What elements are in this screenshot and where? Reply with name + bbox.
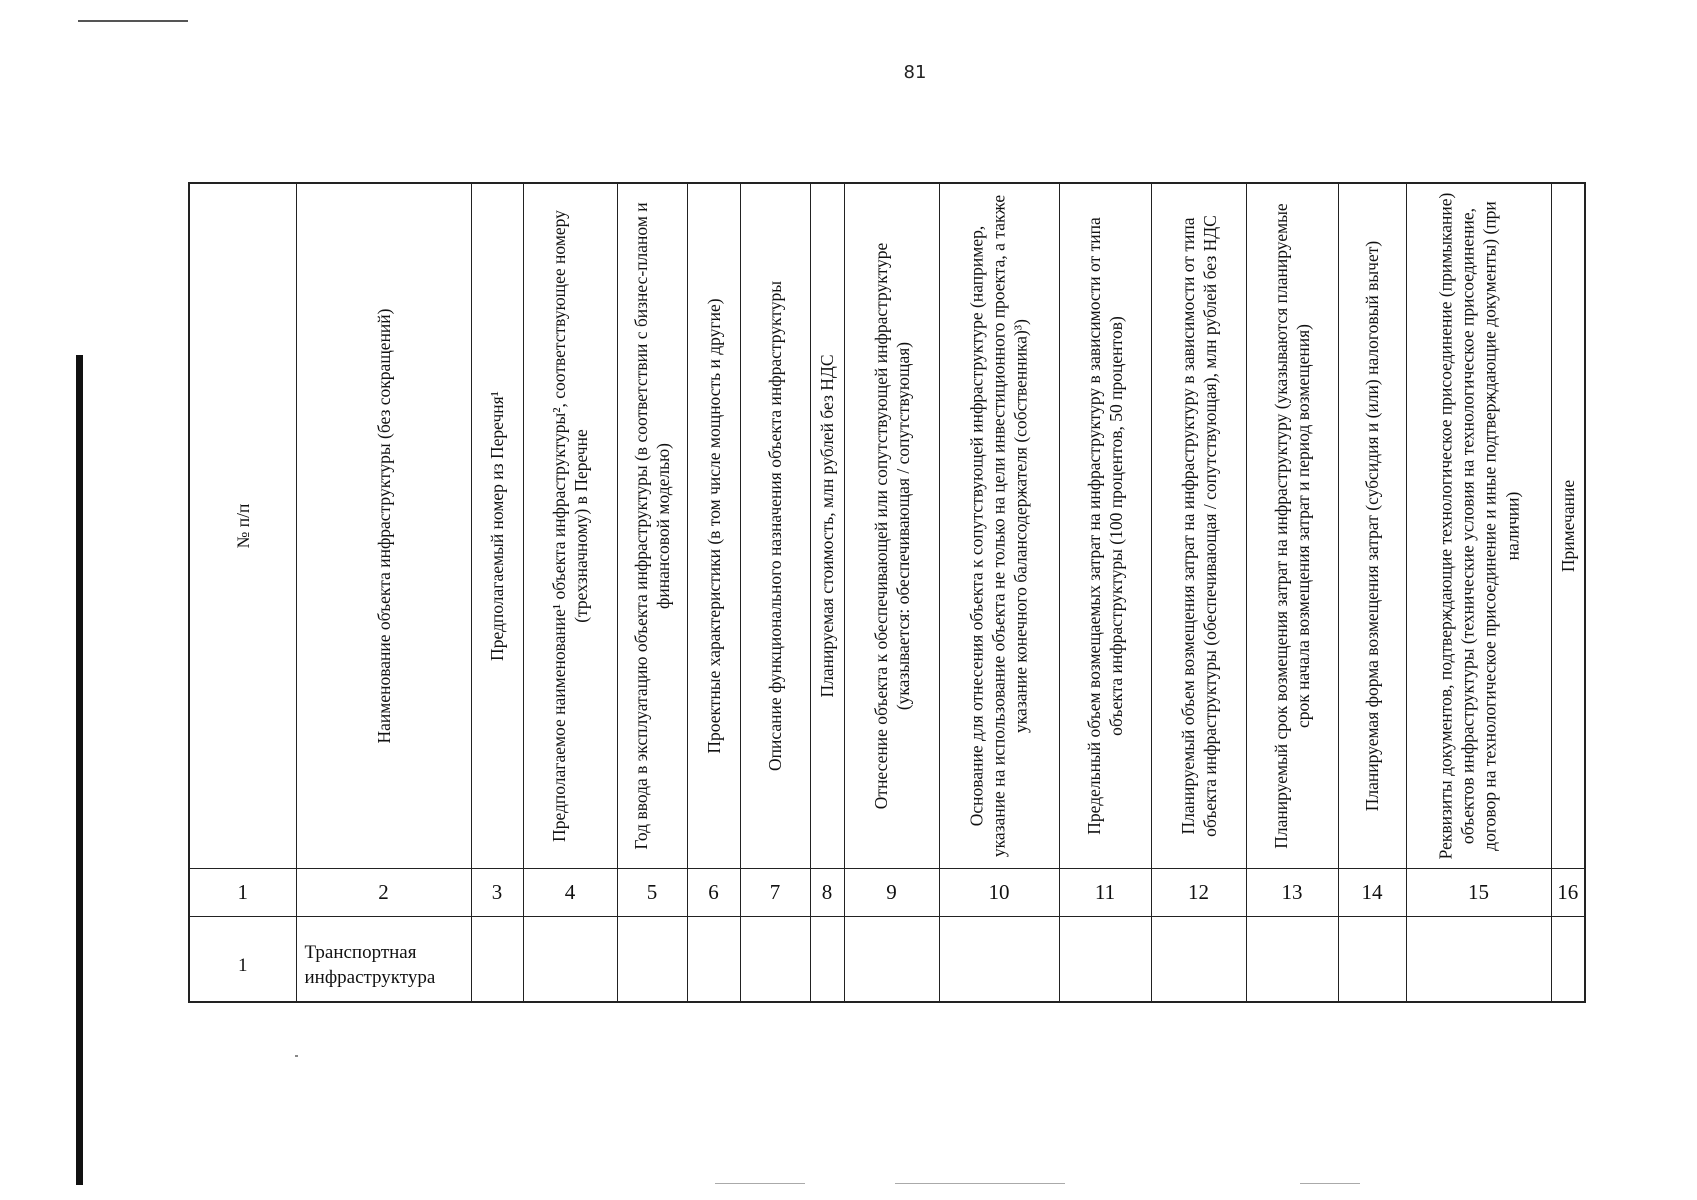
column-number: 12	[1151, 869, 1246, 917]
empty-cell	[471, 917, 523, 1003]
header-cell: Проектные характеристики (в том числе мощность и другие)	[687, 183, 740, 869]
empty-cell	[1338, 917, 1406, 1003]
page-number: 81	[903, 62, 927, 83]
header-cell: Примечание	[1551, 183, 1585, 869]
table-row	[189, 917, 1585, 1003]
column-number: 3	[471, 869, 523, 917]
column-number: 5	[617, 869, 687, 917]
empty-cell	[1059, 917, 1151, 1003]
header-cell: Предельный объем возмещаемых затрат на инфраструктуру в зависимости от типа объекта инфраструктуры (100 процентов, 50 процентов)	[1059, 183, 1151, 869]
empty-cell	[844, 917, 939, 1003]
header-row	[189, 183, 1585, 869]
column-number: 2	[296, 869, 471, 917]
column-number: 9	[844, 869, 939, 917]
header-cell: Описание функционального назначения объекта инфраструктуры	[740, 183, 810, 869]
row-number: 1	[189, 917, 296, 1003]
header-cell: Основание для отнесения объекта к сопутствующей инфраструктуре (например, указание на использование объекта не только на цели инвестиционного проекта, а также указание конечного балансодержателя (собственника)³)	[939, 183, 1059, 869]
column-number: 1	[189, 869, 296, 917]
infrastructure-table	[188, 182, 1586, 1003]
header-cell: Планируемая стоимость, млн рублей без НДС	[810, 183, 844, 869]
scan-artifact-bar	[76, 355, 83, 1185]
column-number: 8	[810, 869, 844, 917]
scan-artifact-dot	[295, 1055, 298, 1057]
column-number-row	[189, 869, 1585, 917]
empty-cell	[687, 917, 740, 1003]
header-cell: Предполагаемый номер из Перечня¹	[471, 183, 523, 869]
scan-artifact-line	[78, 20, 188, 22]
empty-cell	[523, 917, 617, 1003]
column-number: 4	[523, 869, 617, 917]
column-number: 13	[1246, 869, 1338, 917]
header-cell: Наименование объекта инфраструктуры (без сокращений)	[296, 183, 471, 869]
scan-artifact-dash	[1300, 1183, 1360, 1184]
column-number: 7	[740, 869, 810, 917]
row-name: Транспортная инфраструктура	[296, 917, 471, 1003]
header-cell: Предполагаемое наименование¹ объекта инфраструктуры², соответствующее номеру (трехзначному) в Перечне	[523, 183, 617, 869]
column-number: 11	[1059, 869, 1151, 917]
empty-cell	[1406, 917, 1551, 1003]
empty-cell	[1151, 917, 1246, 1003]
scan-artifact-dash	[895, 1183, 1065, 1184]
empty-cell	[1551, 917, 1585, 1003]
header-cell: Реквизиты документов, подтверждающие технологическое присоединение (примыкание) объектов инфраструктуры (технические условия на технологическое присоединение, договор на технологическое присоединение и иные подтверждающие документы) (при наличии)	[1406, 183, 1551, 869]
empty-cell	[740, 917, 810, 1003]
header-cell: Отнесение объекта к обеспечивающей или сопутствующей инфраструктуре (указывается: обеспечивающая / сопутствующая)	[844, 183, 939, 869]
column-number: 6	[687, 869, 740, 917]
header-cell: Год ввода в эксплуатацию объекта инфраструктуры (в соответствии с бизнес-планом и финансовой моделью)	[617, 183, 687, 869]
empty-cell	[939, 917, 1059, 1003]
empty-cell	[810, 917, 844, 1003]
header-cell: № п/п	[189, 183, 296, 869]
scan-artifact-dash	[715, 1183, 805, 1184]
header-cell: Планируемый срок возмещения затрат на инфраструктуру (указываются планируемые срок начала возмещения затрат и период возмещения)	[1246, 183, 1338, 869]
column-number: 10	[939, 869, 1059, 917]
empty-cell	[617, 917, 687, 1003]
header-cell: Планируемая форма возмещения затрат (субсидия и (или) налоговый вычет)	[1338, 183, 1406, 869]
column-number: 16	[1551, 869, 1585, 917]
column-number: 15	[1406, 869, 1551, 917]
header-cell: Планируемый объем возмещения затрат на инфраструктуру в зависимости от типа объекта инфраструктуры (обеспечивающая / сопутствующая), млн рублей без НДС	[1151, 183, 1246, 869]
column-number: 14	[1338, 869, 1406, 917]
empty-cell	[1246, 917, 1338, 1003]
